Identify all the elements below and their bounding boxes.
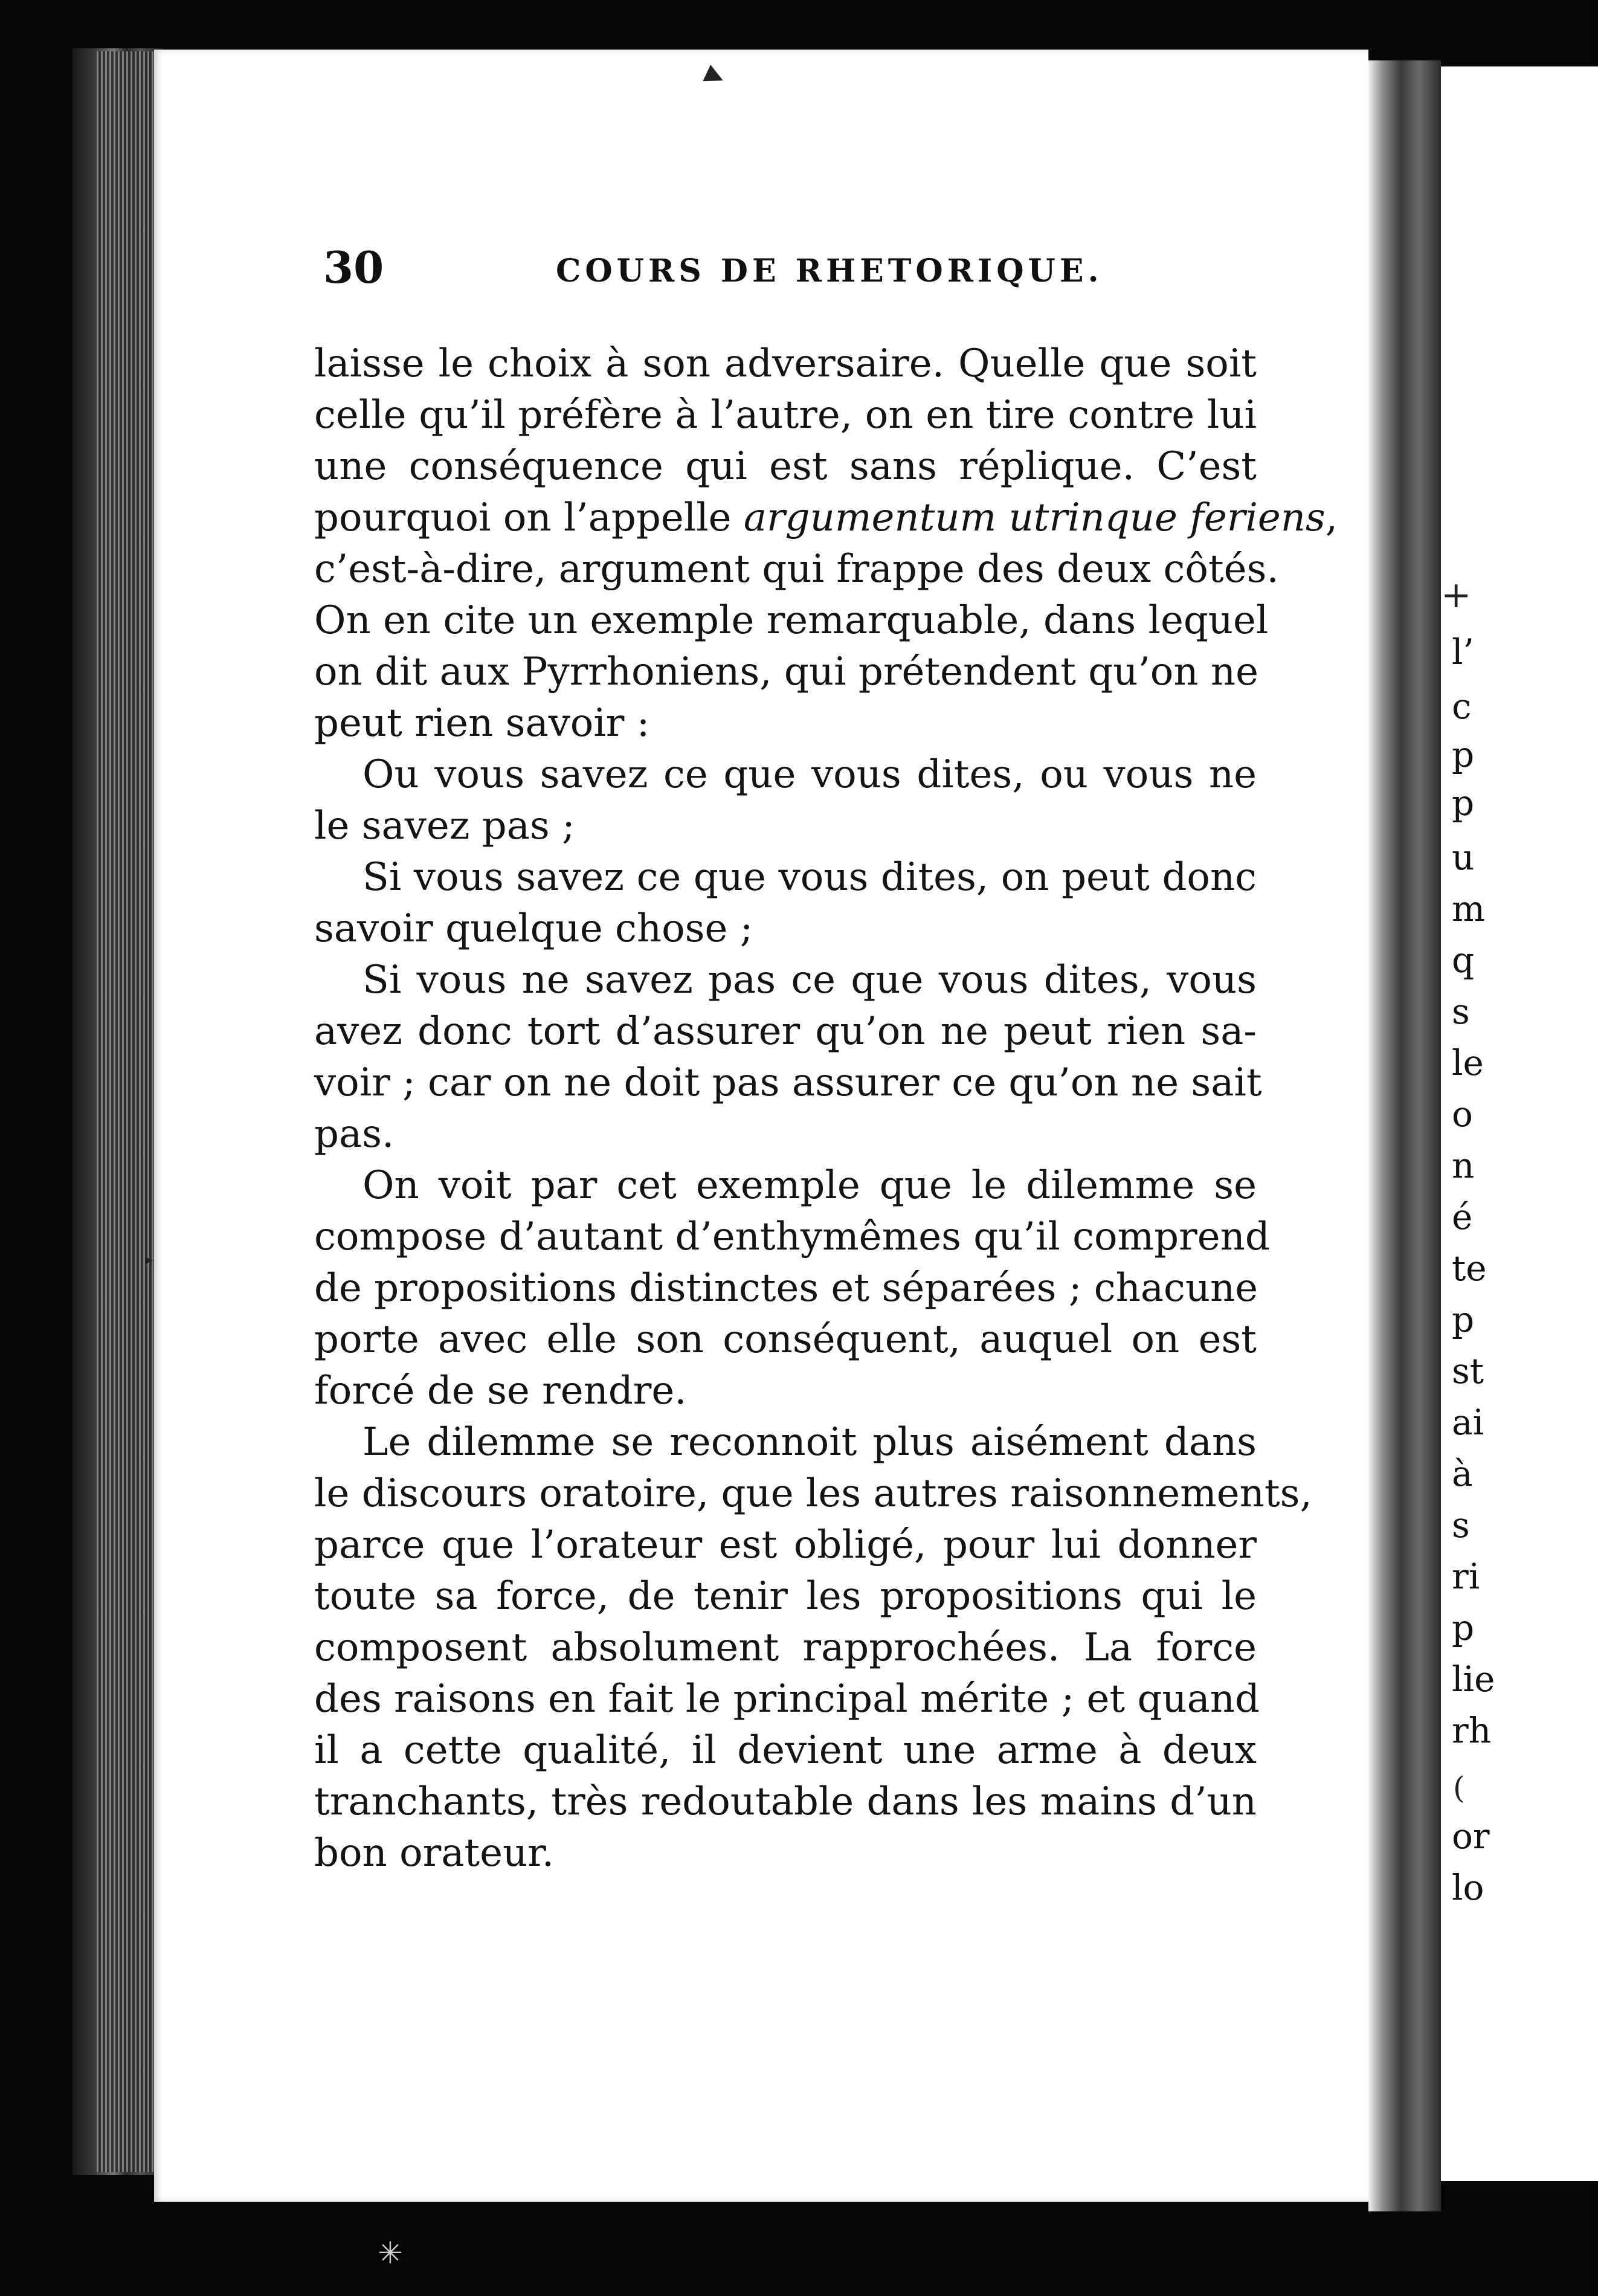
text-line: composent absolument rapprochées. La force	[314, 1625, 1257, 1670]
text-line: de propositions distinctes et séparées ; chacune	[314, 1266, 1258, 1311]
facing-page-fragment-line: st	[1452, 1350, 1484, 1391]
text-line: peut rien savoir :	[314, 701, 650, 746]
text-line: pas.	[314, 1112, 395, 1156]
text-line: il a cette qualité, il devient une arme à deux	[314, 1728, 1257, 1773]
facing-page-fragment-line: te	[1452, 1248, 1487, 1289]
facing-page-bracket-mark-icon: (	[1453, 1770, 1465, 1805]
facing-page-fragment-line: u	[1452, 837, 1475, 878]
facing-page-fragment-line: s	[1452, 1504, 1470, 1546]
facing-page-fragment-line: p	[1452, 734, 1475, 775]
text-line: celle qu’il préfère à l’autre, on en tire contre lui	[314, 393, 1257, 437]
text-line: compose d’autant d’enthymêmes qu’il comprend	[314, 1214, 1270, 1259]
text-line: tranchants, très redoutable dans les mains d’un	[314, 1779, 1257, 1824]
facing-page-fragment-line: p	[1452, 782, 1475, 824]
running-head	[323, 242, 1248, 296]
facing-page-fragment-line: p	[1452, 1299, 1475, 1340]
facing-page-fragment-line: lo	[1452, 1867, 1484, 1908]
text-line: le savez pas ;	[314, 804, 575, 848]
facing-page-fragment-line: ri	[1452, 1556, 1480, 1597]
ink-speck-icon: ▸	[145, 1251, 153, 1269]
text-line: voir ; car on ne doit pas assurer ce qu’on ne sait	[314, 1060, 1262, 1105]
text-line: une conséquence qui est sans réplique. C’est	[314, 444, 1257, 489]
text-line: le discours oratoire, que les autres raisonnements,	[314, 1471, 1312, 1516]
facing-page-fragment-line: à	[1452, 1453, 1473, 1494]
text-line: porte avec elle son conséquent, auquel on est	[314, 1317, 1257, 1362]
text-line: bon orateur.	[314, 1831, 555, 1875]
text-line: laisse le choix à son adversaire. Quelle que soit	[314, 341, 1257, 386]
facing-page-fragment-line: é	[1452, 1196, 1473, 1237]
text-span: pourquoi on l’appelle	[314, 495, 744, 540]
text-line: on dit aux Pyrrhoniens, qui prétendent qu’on ne	[314, 650, 1258, 694]
bottom-edge-mark-icon: ✳	[378, 2236, 403, 2271]
text-line: avez donc tort d’assurer qu’on ne peut rien sa-	[314, 1009, 1257, 1054]
text-line: parce que l’orateur est obligé, pour lui donner	[314, 1523, 1257, 1567]
facing-page-fragment-line: rh	[1452, 1710, 1492, 1751]
text-line: On en cite un exemple remarquable, dans lequel	[314, 598, 1269, 643]
running-title: COURS DE RHETORIQUE.	[556, 253, 1103, 289]
text-line: On voit par cet exemple que le dilemme se	[362, 1163, 1257, 1208]
facing-page-fragment-line: le	[1452, 1042, 1484, 1083]
text-line: forcé de se rendre.	[314, 1369, 687, 1413]
text-line: toute sa force, de tenir les propositions qui le	[314, 1574, 1257, 1619]
text-line: Ou vous savez ce que vous dites, ou vous ne	[362, 752, 1257, 797]
facing-page-fragment-line: q	[1452, 940, 1475, 981]
facing-page-fragment-line: n	[1452, 1145, 1475, 1186]
facing-page-pencil-mark-icon: +	[1441, 574, 1472, 616]
text-line-with-latin-phrase	[314, 492, 1338, 544]
text-line: Le dilemme se reconnoit plus aisément dans	[362, 1420, 1257, 1465]
facing-page-fragment-line: s	[1452, 991, 1470, 1032]
facing-page-fragment-line: c	[1452, 686, 1472, 727]
text-line: Si vous savez ce que vous dites, on peut donc	[362, 855, 1257, 900]
latin-phrase: argumentum utrinque feriens	[743, 495, 1326, 540]
facing-page-fragment	[1441, 66, 1598, 2181]
facing-page-fragment-line: m	[1452, 888, 1485, 929]
text-line: c’est-à-dire, argument qui frappe des deux côtés.	[314, 547, 1279, 592]
facing-page-fragment-line: o	[1452, 1094, 1473, 1135]
page-number: 30	[323, 242, 384, 293]
text-line: des raisons en fait le principal mérite ; et quand	[314, 1677, 1260, 1721]
text-line: Si vous ne savez pas ce que vous dites, vous	[362, 958, 1257, 1002]
center-gutter	[1368, 60, 1441, 2211]
facing-page-fragment-line: ai	[1452, 1402, 1484, 1443]
body-text	[314, 338, 1338, 1879]
text-line: savoir quelque chose ;	[314, 906, 753, 951]
facing-page-fragment-line: p	[1452, 1607, 1475, 1648]
facing-page-fragment-line: lie	[1452, 1659, 1495, 1700]
ink-speck-icon: ▸	[698, 51, 733, 98]
page-stack-edge	[97, 51, 160, 2172]
text-span: ,	[1325, 495, 1338, 540]
facing-page-fragment-line: l’	[1452, 631, 1474, 672]
facing-page-fragment-line: or	[1452, 1816, 1490, 1857]
